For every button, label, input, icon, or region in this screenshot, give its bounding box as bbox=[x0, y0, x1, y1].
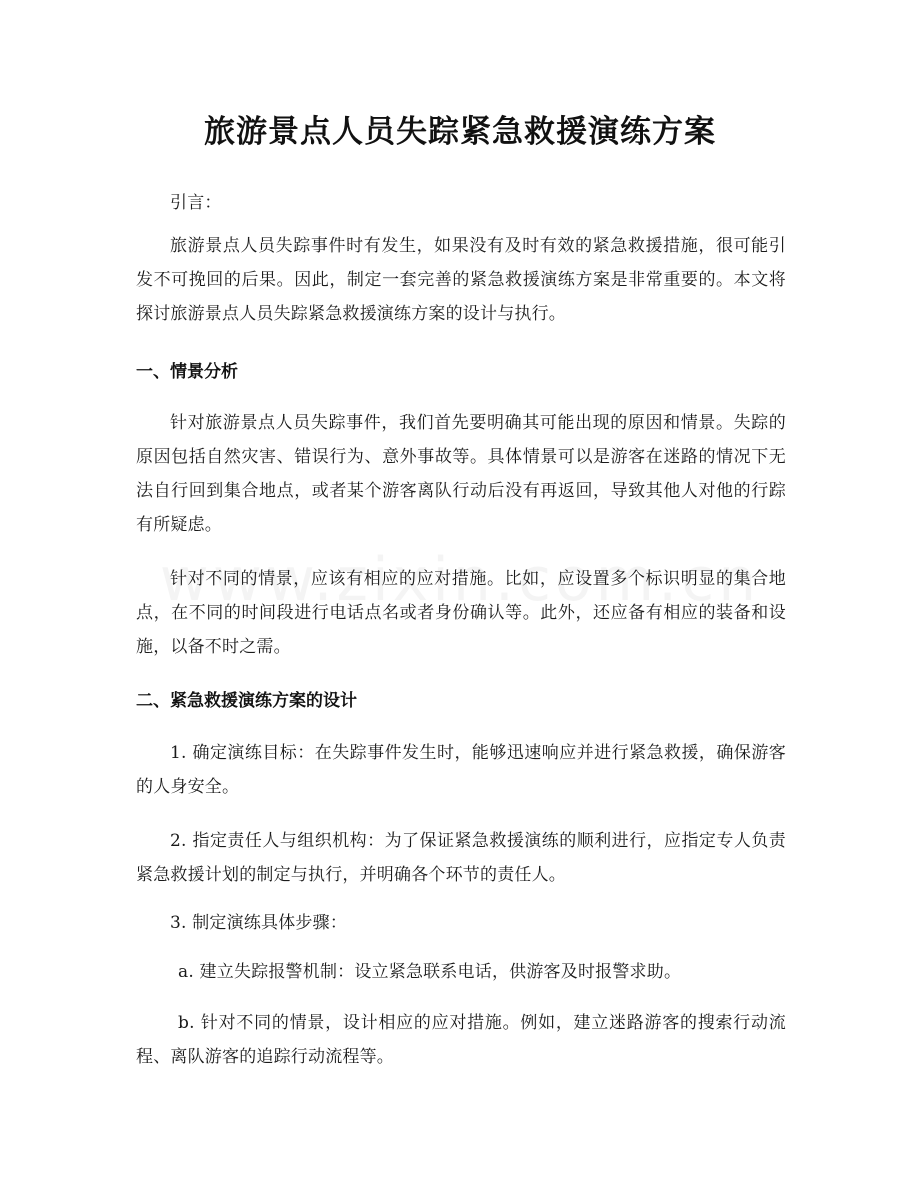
list-item-3: 3. 制定演练具体步骤： bbox=[170, 913, 348, 933]
section1-paragraph-1: 针对旅游景点人员失踪事件，我们首先要明确其可能出现的原因和情景。失踪的原因包括自然灾害、错误行为、意外事故等。具体情景可以是游客在迷路的情况下无法自行回到集合地点，或者某个游客离队行动后没有再返回，导致其他人对他的行踪有所疑虑。 bbox=[136, 413, 786, 535]
intro-paragraph: 旅游景点人员失踪事件时有发生，如果没有及时有效的紧急救援措施，很可能引发不可挽回的后果。因此，制定一套完善的紧急救援演练方案是非常重要的。本文将探讨旅游景点人员失踪紧急救援演练方案的设计与执行。 bbox=[136, 236, 786, 324]
section1-paragraph-2: 针对不同的情景，应该有相应的应对措施。比如，应设置多个标识明显的集合地点，在不同的时间段进行电话点名或者身份确认等。此外，还应备有相应的装备和设施，以备不时之需。 bbox=[136, 569, 786, 657]
section-heading-2: 二、紧急救援演练方案的设计 bbox=[136, 691, 357, 711]
list-item-2: 2. 指定责任人与组织机构：为了保证紧急救援演练的顺利进行，应指定专人负责紧急救援计划的制定与执行，并明确各个环节的责任人。 bbox=[136, 831, 786, 885]
list-item-1: 1. 确定演练目标：在失踪事件发生时，能够迅速响应并进行紧急救援，确保游客的人身安全。 bbox=[136, 743, 786, 797]
intro-label: 引言： bbox=[170, 193, 222, 213]
sub-item-a: a. 建立失踪报警机制：设立紧急联系电话，供游客及时报警求助。 bbox=[178, 962, 682, 982]
section-heading-1: 一、情景分析 bbox=[136, 362, 238, 382]
page-title: 旅游景点人员失踪紧急救援演练方案 bbox=[204, 114, 716, 150]
sub-item-b: b. 针对不同的情景，设计相应的应对措施。例如，建立迷路游客的搜索行动流程、离队游客的追踪行动流程等。 bbox=[136, 1013, 786, 1067]
